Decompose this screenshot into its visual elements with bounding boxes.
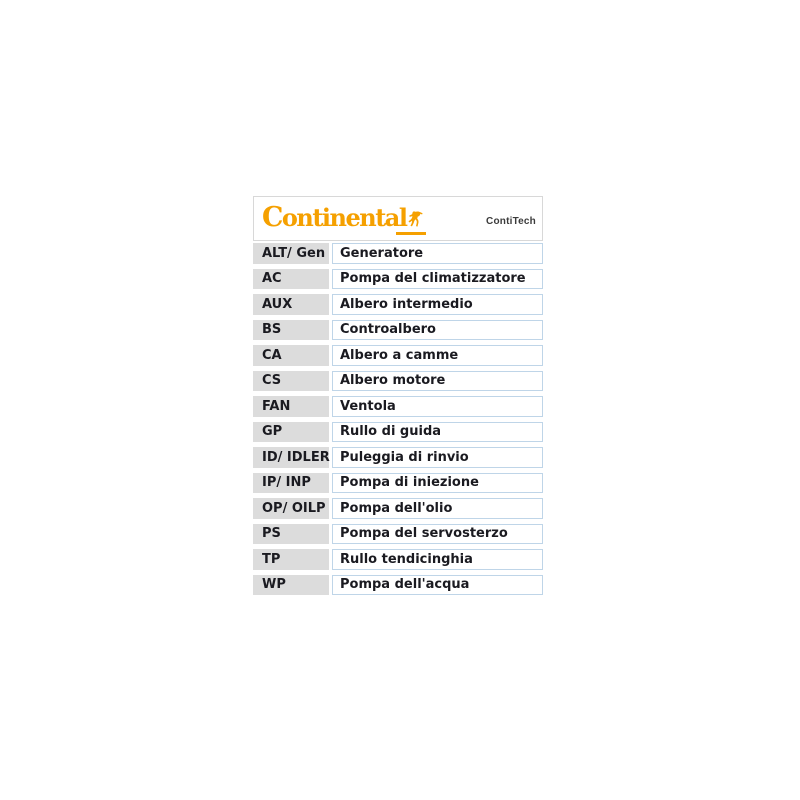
abbr-cell: TP bbox=[253, 549, 329, 570]
abbr-cell: AUX bbox=[253, 294, 329, 315]
abbr-cell: WP bbox=[253, 575, 329, 596]
table-row bbox=[253, 345, 543, 366]
abbr-cell: PS bbox=[253, 524, 329, 545]
desc-cell: Albero motore bbox=[332, 371, 543, 392]
abbr-cell: ALT/ Gen bbox=[253, 243, 329, 264]
continental-logo bbox=[262, 202, 425, 234]
table-row bbox=[253, 447, 543, 468]
abbr-cell: OP/ OILP bbox=[253, 498, 329, 519]
desc-cell: Pompa di iniezione bbox=[332, 473, 543, 494]
table-row bbox=[253, 549, 543, 570]
table-row bbox=[253, 243, 543, 264]
table-row bbox=[253, 498, 543, 519]
brand-header bbox=[253, 196, 543, 241]
rearing-horse-icon bbox=[408, 211, 425, 233]
continental-wordmark: Continental bbox=[262, 202, 407, 234]
table-row bbox=[253, 524, 543, 545]
desc-cell: Pompa del servosterzo bbox=[332, 524, 543, 545]
abbr-cell: GP bbox=[253, 422, 329, 443]
legend-table bbox=[253, 243, 543, 595]
legend-card bbox=[253, 196, 543, 595]
table-row bbox=[253, 320, 543, 341]
table-row bbox=[253, 575, 543, 596]
desc-cell: Generatore bbox=[332, 243, 543, 264]
contitech-wordmark: ContiTech bbox=[486, 216, 536, 227]
table-row bbox=[253, 422, 543, 443]
table-row bbox=[253, 294, 543, 315]
desc-cell: Pompa dell'olio bbox=[332, 498, 543, 519]
desc-cell: Rullo tendicinghia bbox=[332, 549, 543, 570]
desc-cell: Puleggia di rinvio bbox=[332, 447, 543, 468]
table-row bbox=[253, 473, 543, 494]
desc-cell: Ventola bbox=[332, 396, 543, 417]
abbr-cell: ID/ IDLER bbox=[253, 447, 329, 468]
table-row bbox=[253, 269, 543, 290]
desc-cell: Controalbero bbox=[332, 320, 543, 341]
abbr-cell: BS bbox=[253, 320, 329, 341]
desc-cell: Albero a camme bbox=[332, 345, 543, 366]
desc-cell: Pompa dell'acqua bbox=[332, 575, 543, 596]
abbr-cell: FAN bbox=[253, 396, 329, 417]
table-row bbox=[253, 371, 543, 392]
abbr-cell: CS bbox=[253, 371, 329, 392]
abbr-cell: IP/ INP bbox=[253, 473, 329, 494]
desc-cell: Albero intermedio bbox=[332, 294, 543, 315]
abbr-cell: AC bbox=[253, 269, 329, 290]
table-row bbox=[253, 396, 543, 417]
desc-cell: Rullo di guida bbox=[332, 422, 543, 443]
abbr-cell: CA bbox=[253, 345, 329, 366]
desc-cell: Pompa del climatizzatore bbox=[332, 269, 543, 290]
